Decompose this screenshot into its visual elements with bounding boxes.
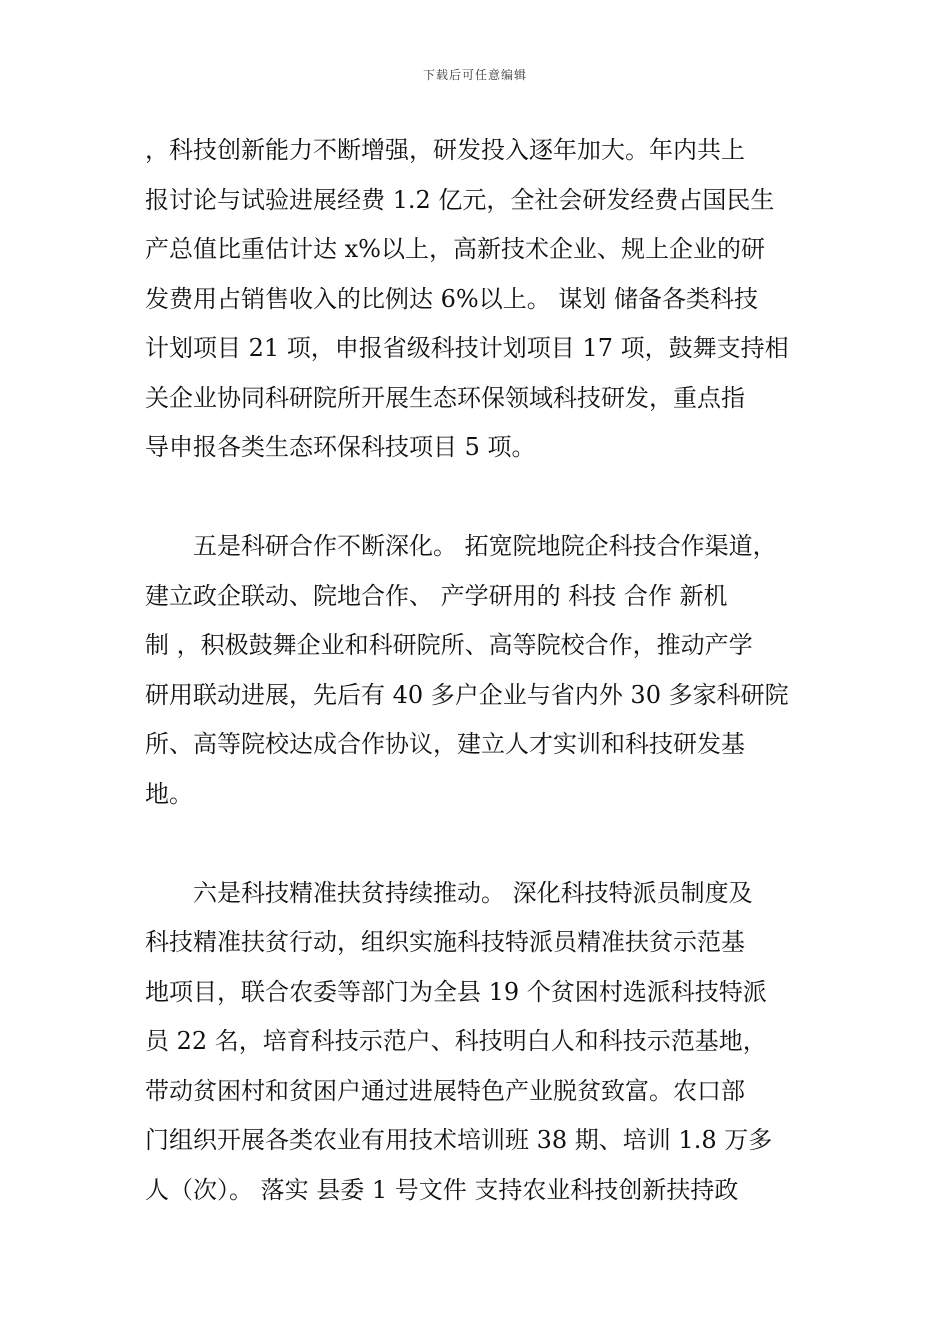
paragraph-1 bbox=[145, 126, 815, 473]
text-line: 报讨论与试验进展经费 1.2 亿元，全社会研发经费占国民生 bbox=[145, 185, 775, 214]
text-line: 发费用占销售收入的比例达 6%以上。 谋划 储备各类科技 bbox=[145, 284, 758, 313]
paragraph-gap bbox=[145, 473, 815, 523]
text-line: 所、高等院校达成合作协议，建立人才实训和科技研发基 bbox=[145, 730, 745, 758]
text-line: 门组织开展各类农业有用技术培训班 38 期、培训 1.8 万多 bbox=[145, 1126, 773, 1154]
text-line: 地。 bbox=[145, 779, 193, 808]
text-line: ，科技创新能力不断增强，研发投入逐年加大。年内共上 bbox=[145, 136, 745, 164]
text-line: 员 22 名，培育科技示范户、科技明白人和科技示范基地， bbox=[145, 1027, 767, 1055]
text-line: 计划项目 21 项，申报省级科技计划项目 17 项，鼓舞支持相 bbox=[145, 334, 789, 362]
text-line: 研用联动进展，先后有 40 多户企业与省内外 30 多家科研院 bbox=[145, 680, 789, 709]
paragraph-2 bbox=[145, 522, 815, 819]
paragraph-3 bbox=[145, 869, 815, 1216]
text-line: 制 ，积极鼓舞企业和科研院所、高等院校合作，推动产学 bbox=[145, 631, 753, 659]
text-line: 产总值比重估计达 x%以上，高新技术企业、规上企业的研 bbox=[145, 235, 765, 263]
text-line: 六是科技精准扶贫持续推动。 深化科技特派员制度及 bbox=[145, 878, 753, 907]
text-line: 关企业协同科研院所开展生态环保领域科技研发，重点指 bbox=[145, 383, 745, 412]
text-line: 科技精准扶贫行动，组织实施科技特派员精准扶贫示范基 bbox=[145, 928, 745, 956]
text-line: 建立政企联动、院地合作、 产学研用的 科技 合作 新机 bbox=[145, 581, 728, 610]
text-line: 五是科研合作不断深化。 拓宽院地院企科技合作渠道， bbox=[145, 532, 777, 560]
document-body bbox=[145, 126, 815, 1215]
text-line: 人（次）。 落实 县委 1 号文件 支持农业科技创新扶持政 bbox=[145, 1175, 739, 1204]
paragraph-gap bbox=[145, 819, 815, 869]
text-line: 导申报各类生态环保科技项目 5 项。 bbox=[145, 433, 536, 461]
page-header: 下载后可任意编辑 bbox=[422, 68, 527, 82]
text-line: 地项目，联合农委等部门为全县 19 个贫困村选派科技特派 bbox=[145, 977, 767, 1006]
text-line: 带动贫困村和贫困户通过进展特色产业脱贫致富。农口部 bbox=[145, 1076, 745, 1105]
